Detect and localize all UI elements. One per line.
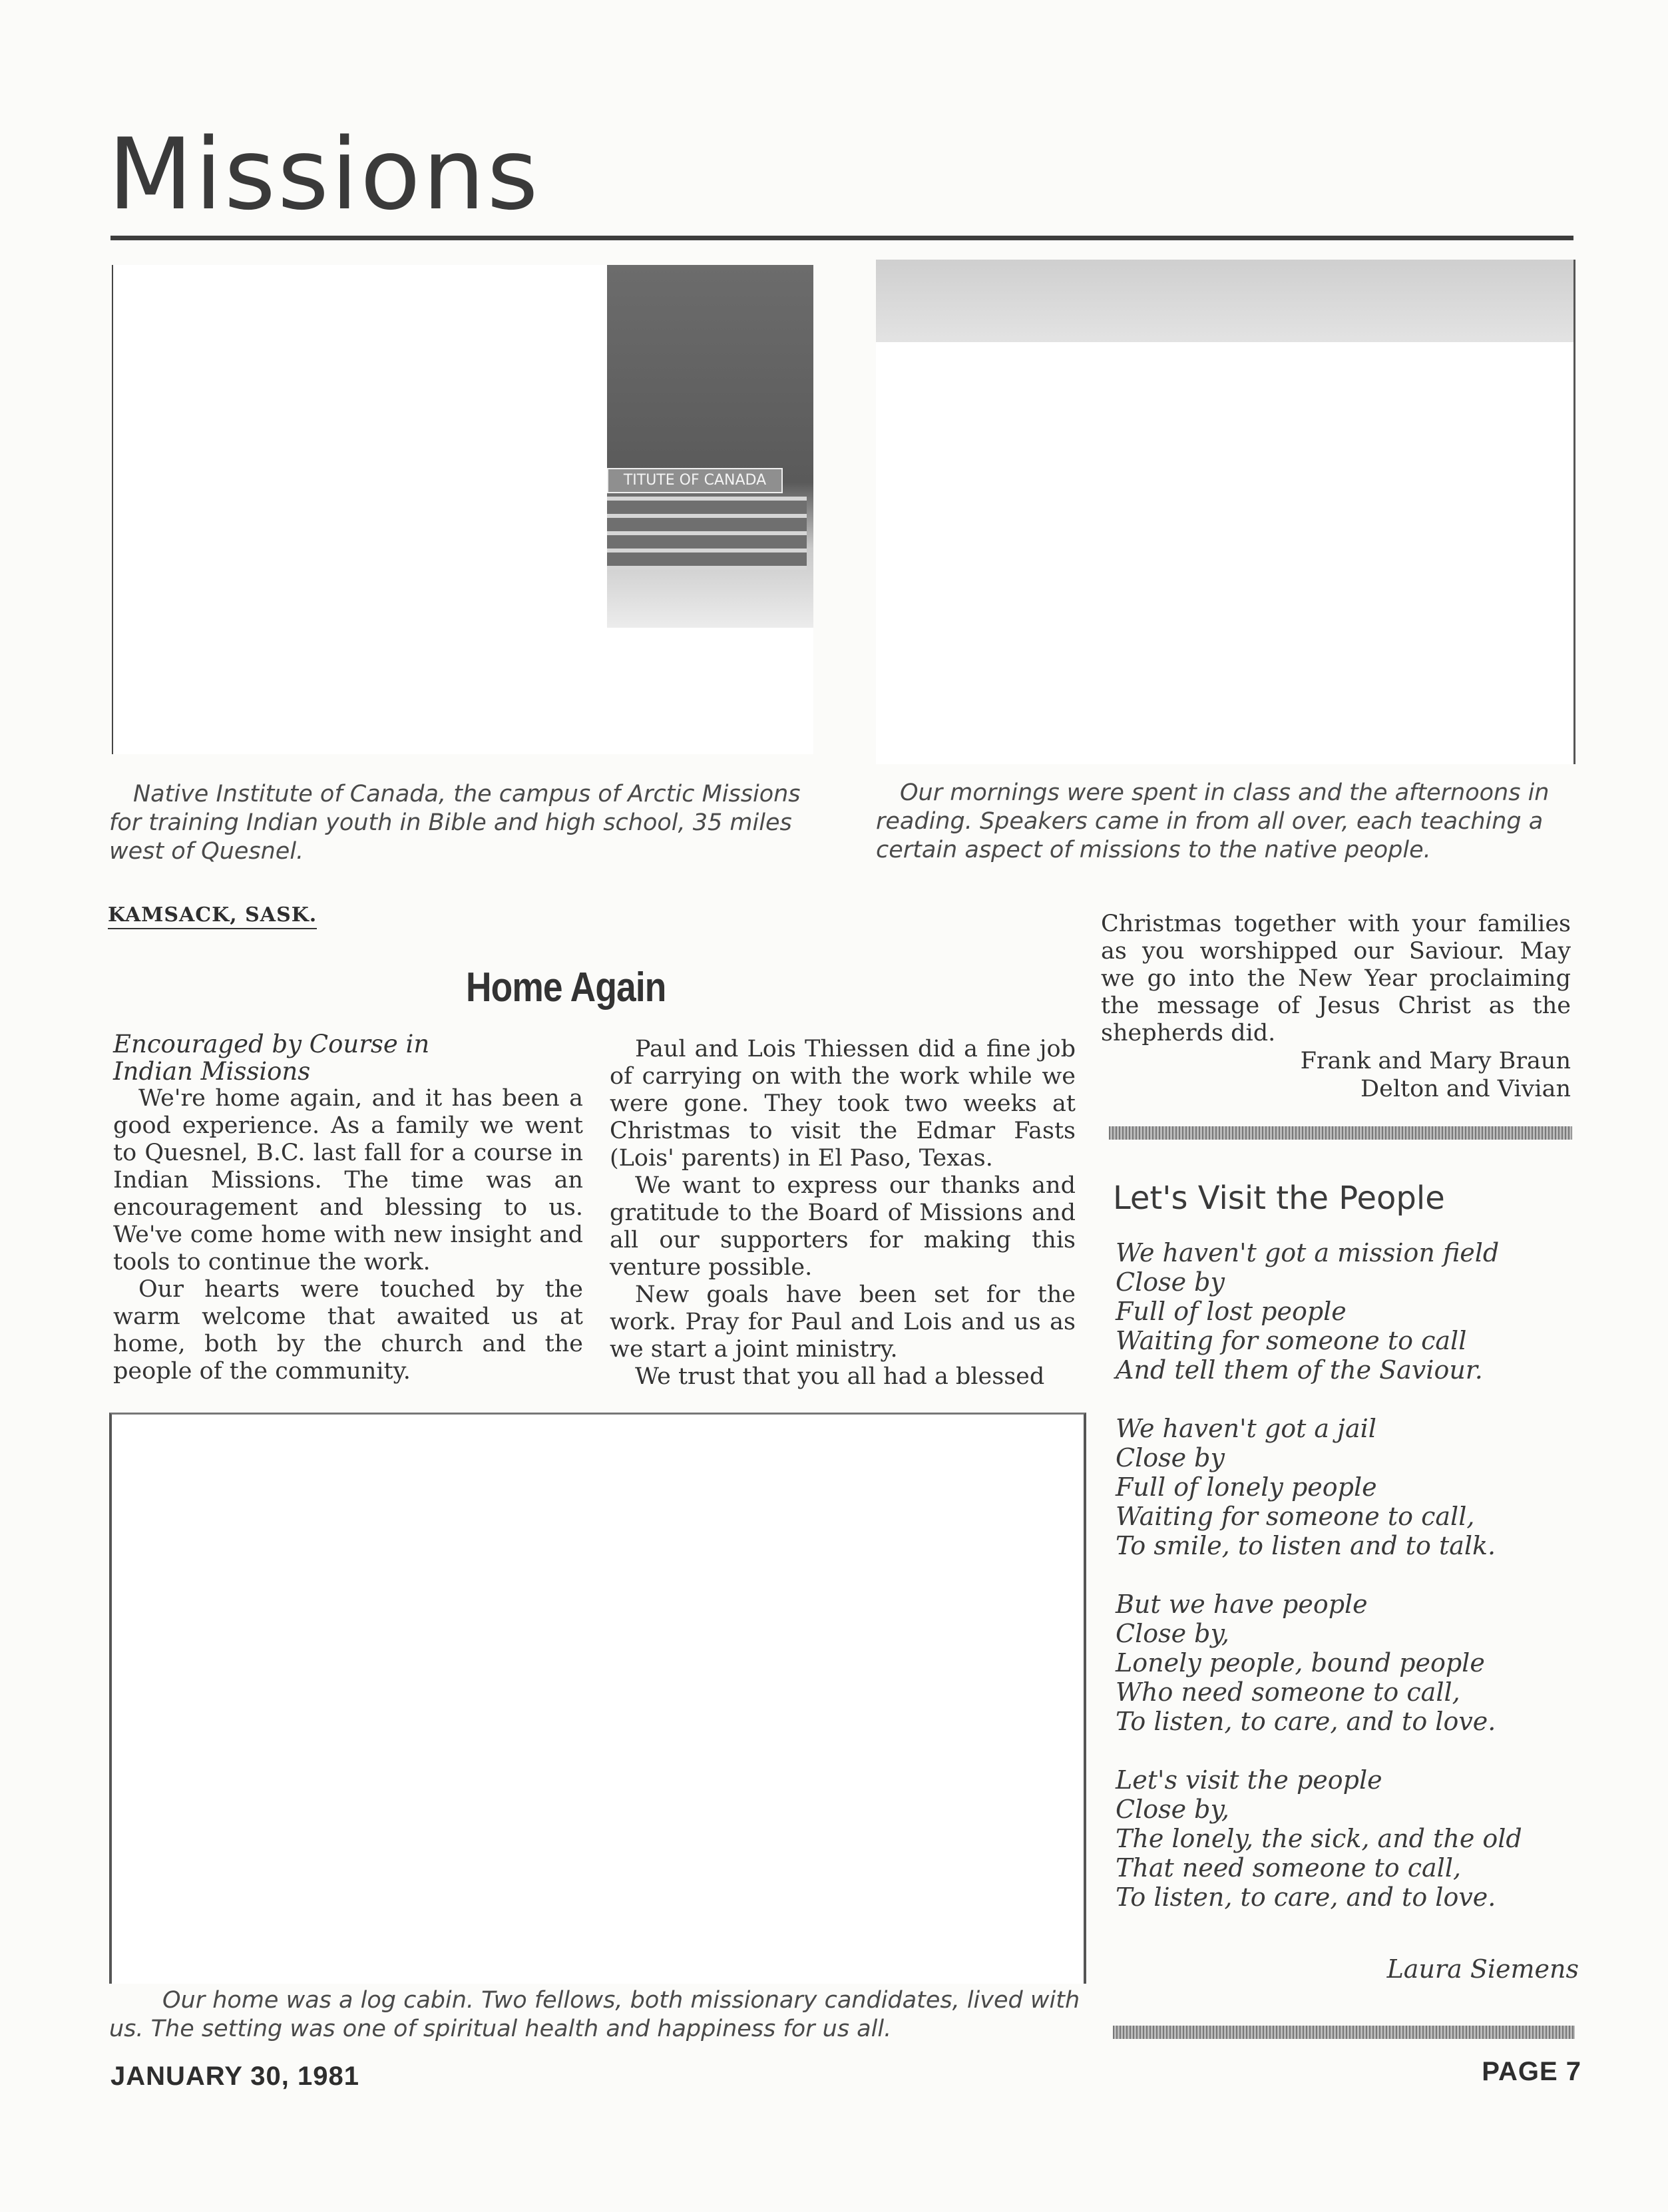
poem-title: Let's Visit the People (1113, 1180, 1445, 1217)
poem-line: We haven't got a mission field (1116, 1238, 1500, 1267)
photo-caption-classroom: Our mornings were spent in class and the afternoons in reading. Speakers came in from all over, each teaching a certain aspect of missions to the native people. (876, 779, 1550, 863)
paragraph: We trust that you all had a blessed (635, 1363, 1045, 1390)
poem-line: The lonely, the sick, and the old (1116, 1824, 1522, 1853)
poem-line: And tell them of the Saviour. (1116, 1355, 1483, 1385)
poem-line: To smile, to listen and to talk. (1116, 1531, 1496, 1560)
poem-line: Full of lost people (1116, 1297, 1347, 1326)
signature-line: Frank and Mary Braun (1300, 1048, 1571, 1074)
divider-rule (1113, 2026, 1575, 2039)
photo-log-cabin (109, 1413, 1086, 1984)
paragraph: We want to express our thanks and gratitude to the Board of Missions and all our supporters for making this venture possible. (610, 1172, 1076, 1281)
footer-date: JANUARY 30, 1981 (110, 2062, 359, 2091)
paragraph: New goals have been set for the work. Pray for Paul and Lois and us as we start a joint ministry. (610, 1281, 1076, 1363)
poem-line: We haven't got a jail (1116, 1414, 1376, 1443)
poem-line: Close by, (1116, 1795, 1229, 1824)
poem-line: Waiting for someone to call, (1116, 1502, 1475, 1531)
paragraph: Christmas together with your families as you worshipped our Saviour. May we go into the New Year proclaiming the message of Jesus Christ as the shepherds did. (1101, 911, 1571, 1046)
fence (607, 497, 807, 570)
poem-line: Who need someone to call, (1116, 1677, 1460, 1707)
section-title: Missions (108, 117, 540, 232)
article-signature (1101, 1047, 1571, 1103)
paragraph: We're home again, and it has been a good experience. As a family we went to Quesnel, B.C. last fall for a course in Indian Missions. The time was an encouragement and blessing to us. We've come home with new insight and tools to continue the work. (113, 1085, 583, 1275)
poem-line: Waiting for someone to call (1116, 1326, 1467, 1355)
photo-caption-institute: Native Institute of Canada, the campus of Arctic Missions for training Indian youth in Bible and high school, 35 miles west of Quesnel. (109, 781, 801, 865)
article-subhead-line2: Indian Missions (113, 1057, 311, 1086)
photo-sign-scene (607, 265, 813, 628)
institute-sign: TITUTE OF CANADA (607, 468, 783, 493)
poem-line: Close by (1116, 1267, 1225, 1297)
page-number: PAGE 7 (1482, 2057, 1581, 2086)
article-column-1 (113, 1030, 583, 1385)
paragraph: Our hearts were touched by the warm welcome that awaited us at home, both by the church and the people of the community. (113, 1276, 583, 1385)
poem-line: Close by, (1116, 1619, 1229, 1648)
photo-classroom (876, 260, 1575, 764)
poem-stanza (1116, 1238, 1581, 1385)
photo-native-institute (112, 265, 813, 754)
header-rule (110, 236, 1573, 240)
poem-line: But we have people (1116, 1590, 1368, 1619)
signature-line: Delton and Vivian (1360, 1076, 1571, 1102)
poem-body (1116, 1238, 1581, 1941)
poem-author: Laura Siemens (1386, 1954, 1579, 1984)
article-subhead-line1: Encouraged by Course in (113, 1030, 430, 1058)
article-column-3 (1101, 911, 1571, 1103)
poem-stanza (1116, 1765, 1581, 1912)
photo-caption-log-cabin: Our home was a log cabin. Two fellows, both missionary candidates, lived with us. The setting was one of spiritual health and happiness for us all. (109, 1987, 1080, 2042)
poem-line: Close by (1116, 1443, 1225, 1472)
photo-band (876, 260, 1573, 342)
article-headline: Home Again (466, 965, 666, 1010)
poem-stanza (1116, 1414, 1581, 1560)
article-dateline: KAMSACK, SASK. (108, 903, 317, 929)
paragraph: Paul and Lois Thiessen did a fine job of carrying on with the work while we were gone. They took two weeks at Christmas to visit the Edmar Fasts (Lois' parents) in El Paso, Texas. (610, 1036, 1076, 1172)
poem-line: Full of lonely people (1116, 1472, 1377, 1502)
poem-line: Let's visit the people (1116, 1765, 1382, 1795)
poem-line: Lonely people, bound people (1116, 1648, 1485, 1677)
poem-line: To listen, to care, and to love. (1116, 1707, 1496, 1736)
poem-stanza (1116, 1590, 1581, 1736)
poem-line: That need someone to call, (1116, 1853, 1462, 1882)
article-column-2 (610, 1036, 1076, 1391)
poem-line: To listen, to care, and to love. (1116, 1882, 1496, 1912)
divider-rule (1109, 1126, 1572, 1140)
